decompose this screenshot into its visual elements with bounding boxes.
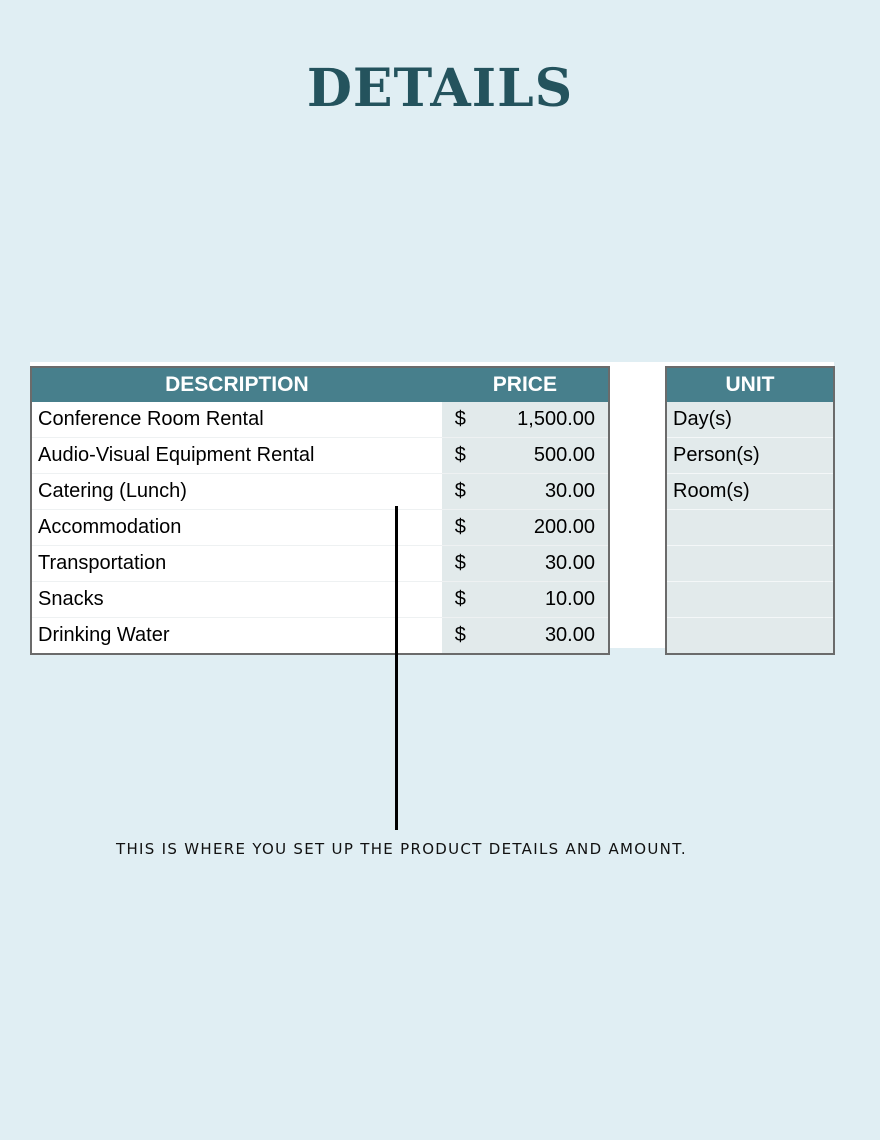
price-value: 500.00 xyxy=(533,444,595,466)
price-cell[interactable] xyxy=(442,582,609,618)
unit-cell[interactable]: Person(s) xyxy=(666,438,834,474)
price-value: 10.00 xyxy=(544,588,595,610)
description-cell[interactable]: Conference Room Rental xyxy=(38,408,264,430)
currency-symbol: $ xyxy=(454,444,466,466)
price-header: PRICE xyxy=(442,367,609,402)
table-row xyxy=(31,546,609,582)
price-value: 30.00 xyxy=(544,480,595,502)
price-cell[interactable] xyxy=(442,618,609,655)
price-cell[interactable] xyxy=(442,402,609,438)
instruction-note: THIS IS WHERE YOU SET UP THE PRODUCT DETAILS AND AMOUNT. xyxy=(116,840,687,858)
description-header: DESCRIPTION xyxy=(31,367,442,402)
unit-cell[interactable] xyxy=(666,618,834,655)
description-cell[interactable]: Audio-Visual Equipment Rental xyxy=(31,438,442,474)
price-cell[interactable] xyxy=(442,510,609,546)
currency-symbol: $ xyxy=(454,480,466,502)
price-value: 1,500.00 xyxy=(517,408,595,430)
currency-symbol: $ xyxy=(454,588,466,610)
description-cell[interactable]: Catering (Lunch) xyxy=(31,474,442,510)
description-cell[interactable]: Snacks xyxy=(31,582,442,618)
price-value: 30.00 xyxy=(544,552,595,574)
description-cell[interactable]: Transportation xyxy=(31,546,442,582)
table-row xyxy=(31,582,609,618)
table-row xyxy=(31,402,609,438)
unit-cell[interactable] xyxy=(666,582,834,618)
callout-line xyxy=(395,506,398,830)
description-cell[interactable]: Accommodation xyxy=(31,510,442,546)
price-cell[interactable] xyxy=(442,546,609,582)
price-cell[interactable] xyxy=(442,438,609,474)
table-row xyxy=(666,618,834,655)
description-cell[interactable]: Drinking Water xyxy=(31,618,442,655)
page-title: DETAILS xyxy=(306,58,574,119)
price-cell[interactable] xyxy=(442,474,609,510)
unit-cell[interactable] xyxy=(666,510,834,546)
table-row xyxy=(666,402,834,438)
table-row xyxy=(666,510,834,546)
table-row xyxy=(666,474,834,510)
price-value: 200.00 xyxy=(533,516,595,538)
currency-symbol: $ xyxy=(454,408,466,430)
table-row xyxy=(31,438,609,474)
table-row xyxy=(666,438,834,474)
currency-symbol: $ xyxy=(454,552,466,574)
unit-cell[interactable]: Room(s) xyxy=(666,474,834,510)
unit-table xyxy=(665,366,835,655)
details-table xyxy=(30,366,610,655)
header-row xyxy=(666,367,834,402)
unit-header: UNIT xyxy=(666,367,834,402)
unit-cell[interactable] xyxy=(666,546,834,582)
header-row xyxy=(31,367,609,402)
price-value: 30.00 xyxy=(544,624,595,646)
table-row xyxy=(666,546,834,582)
table-row xyxy=(31,510,609,546)
table-row xyxy=(666,582,834,618)
currency-symbol: $ xyxy=(454,516,466,538)
table-row xyxy=(31,618,609,655)
currency-symbol: $ xyxy=(454,624,466,646)
table-row xyxy=(31,474,609,510)
unit-cell[interactable]: Day(s) xyxy=(666,402,834,438)
